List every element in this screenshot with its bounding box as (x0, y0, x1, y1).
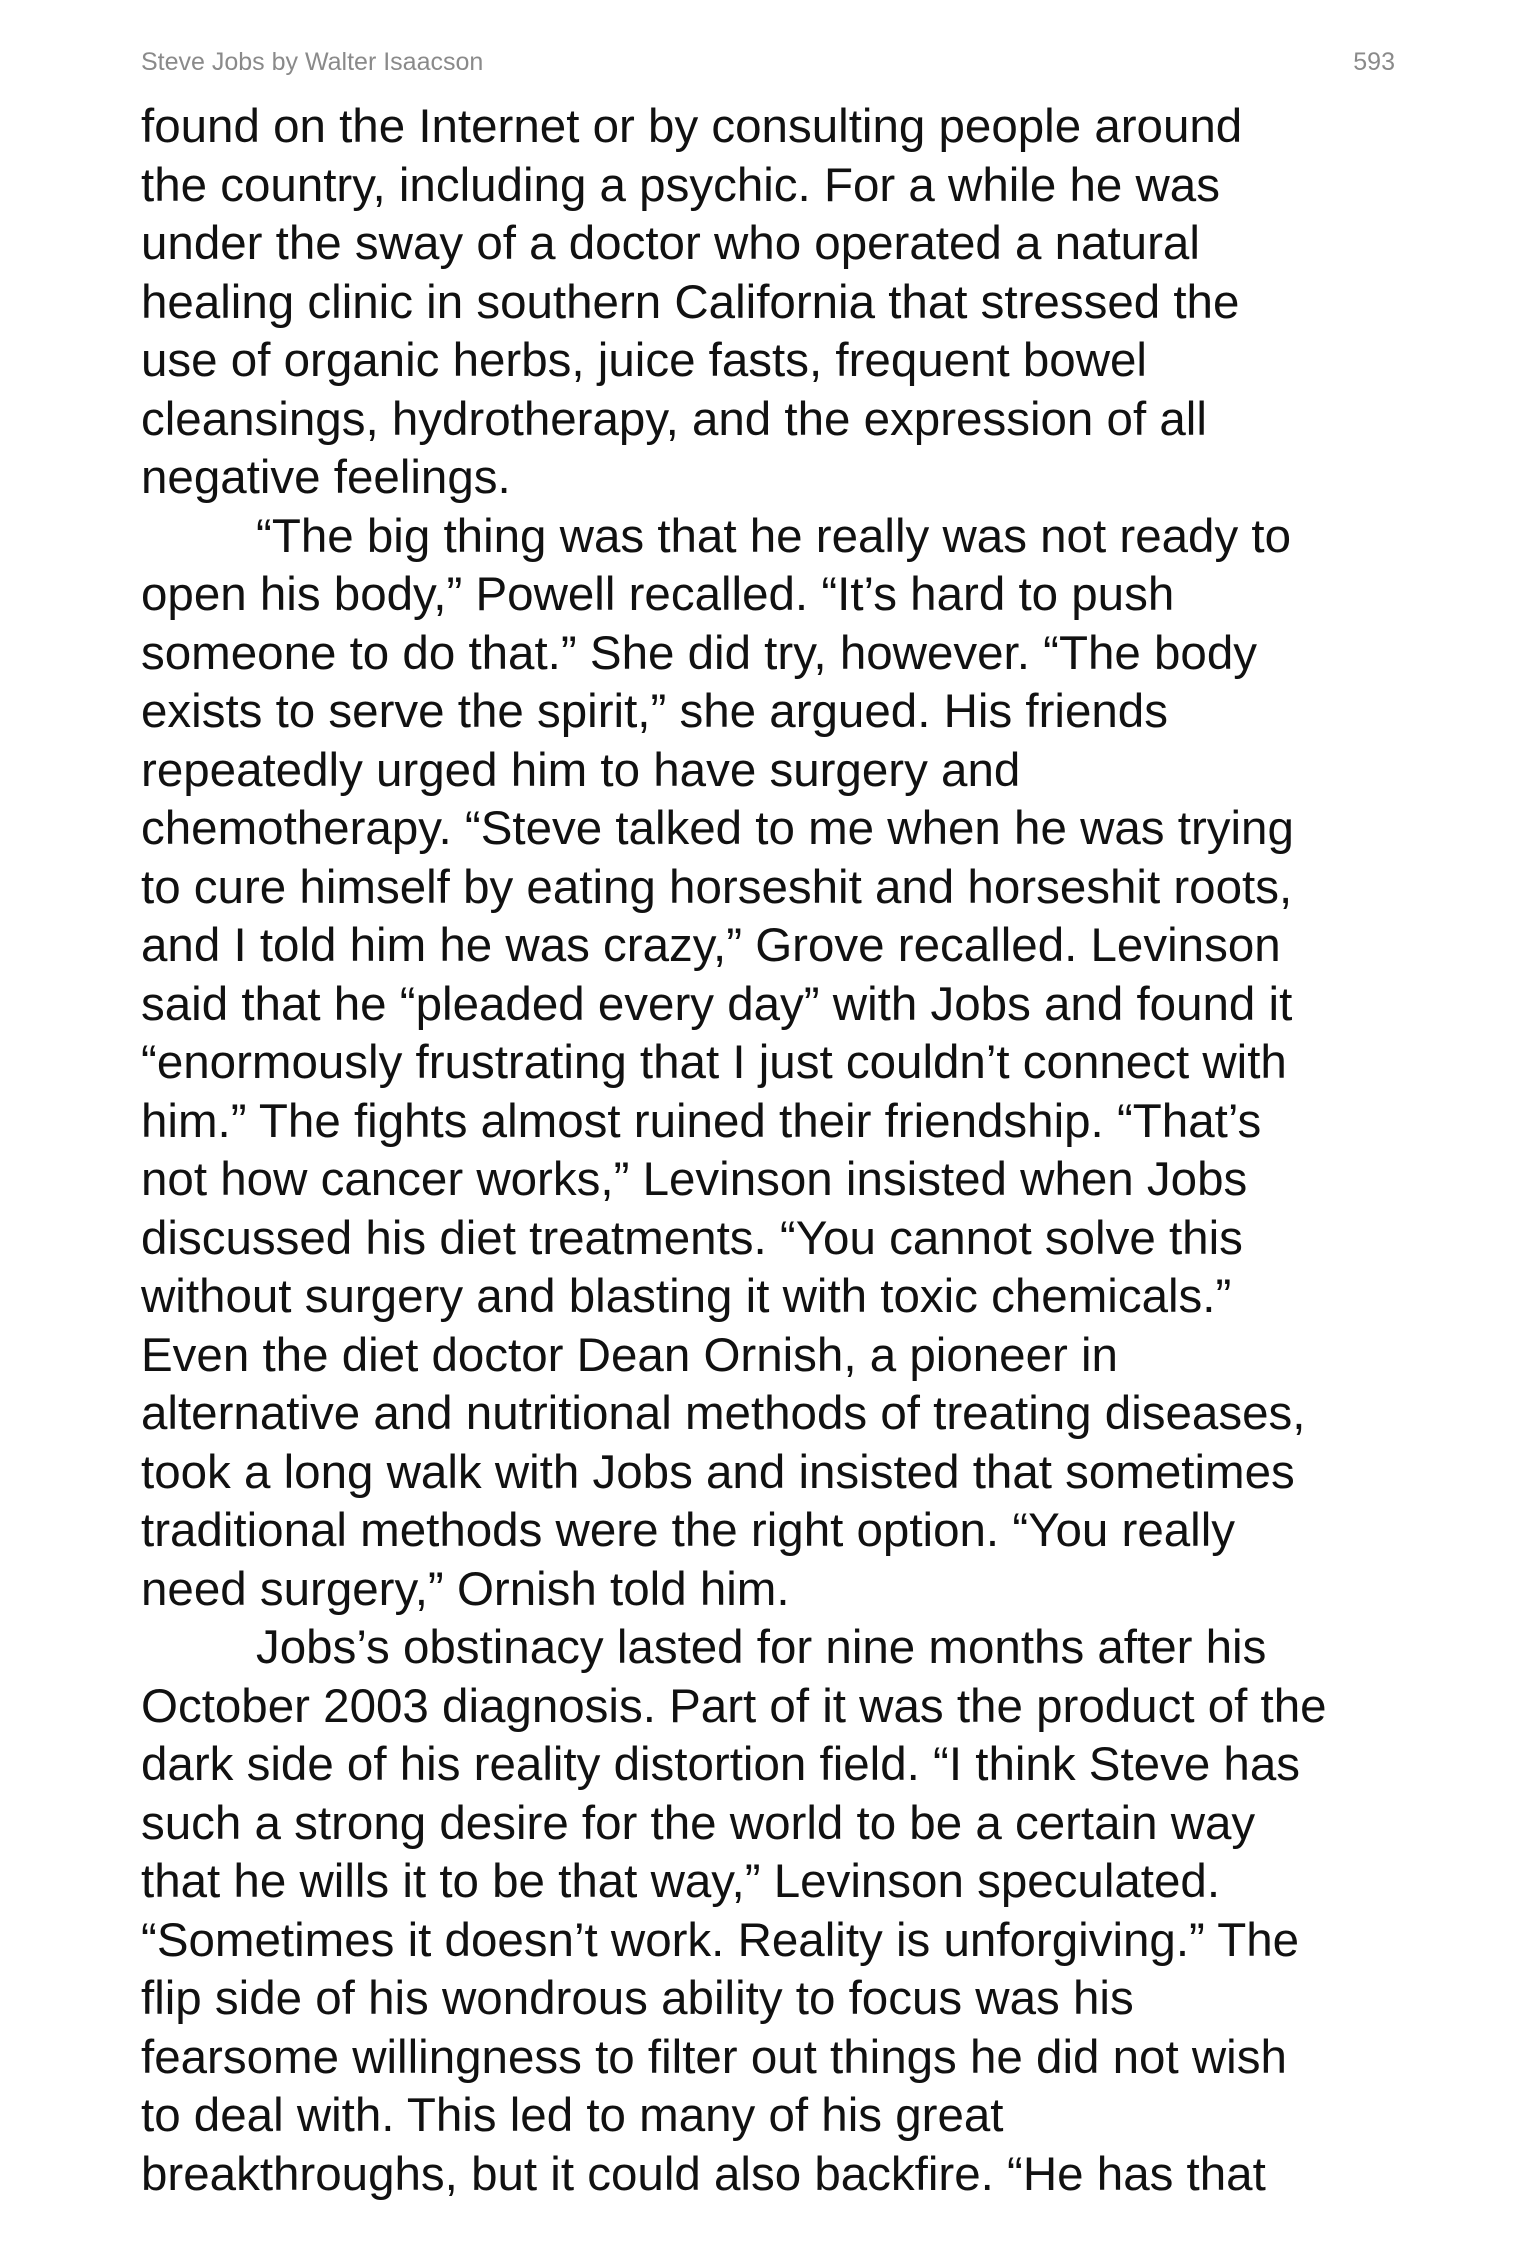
text-line: healing clinic in southern California that stressed the (141, 275, 1240, 329)
text-line: exists to serve the spirit,” she argued. His friends (141, 685, 1168, 738)
text-line: that he wills it to be that way,” Levinson speculated. (141, 1855, 1221, 1908)
text-line: such a strong desire for the world to be a certain way (141, 1796, 1256, 1850)
text-line: discussed his diet treatments. “You cannot solve this (141, 1211, 1243, 1265)
running-header (141, 48, 1395, 82)
text-line: dark side of his reality distortion field. “I think Steve has (141, 1738, 1301, 1791)
text-line: under the sway of a doctor who operated a natural (141, 217, 1200, 270)
text-line: cleansings, hydrotherapy, and the expression of all (141, 392, 1207, 446)
text-line: him.” The fights almost ruined their friendship. “That’s (141, 1094, 1262, 1148)
body-text (141, 98, 1395, 2204)
text-line: alternative and nutritional methods of treating diseases, (141, 1387, 1306, 1440)
text-line: chemotherapy. “Steve talked to me when he was trying (141, 802, 1294, 855)
text-line: to cure himself by eating horseshit and horseshit roots, (141, 860, 1293, 914)
text-line: “Sometimes it doesn’t work. Reality is unforgiving.” The (141, 1913, 1300, 1967)
text-line: need surgery,” Ornish told him. (141, 1562, 790, 1616)
text-line: fearsome willingness to filter out things he did not wish (141, 2030, 1287, 2084)
text-line: flip side of his wondrous ability to focus was his (141, 1972, 1134, 2025)
book-title: Steve Jobs by Walter Isaacson (141, 48, 484, 76)
text-line: negative feelings. (141, 451, 511, 504)
text-line: found on the Internet or by consulting people around (141, 100, 1243, 153)
text-line: October 2003 diagnosis. Part of it was the product of the (141, 1679, 1327, 1733)
text-line: Jobs’s obstinacy lasted for nine months after his (256, 1621, 1267, 1674)
text-line: the country, including a psychic. For a while he was (141, 158, 1220, 212)
page-number: 593 (1353, 48, 1395, 76)
text-line: open his body,” Powell recalled. “It’s hard to push (141, 568, 1175, 621)
text-line: to deal with. This led to many of his great (141, 2089, 1004, 2142)
text-line: traditional methods were the right option. “You really (141, 1504, 1236, 1557)
text-line: someone to do that.” She did try, however. “The body (141, 626, 1257, 680)
text-line: breakthroughs, but it could also backfire. “He has that (141, 2147, 1266, 2201)
text-line: “enormously frustrating that I just couldn’t connect with (141, 1036, 1287, 1089)
text-line: took a long walk with Jobs and insisted that sometimes (141, 1445, 1295, 1499)
text-line: not how cancer works,” Levinson insisted when Jobs (141, 1153, 1248, 1206)
text-line: repeatedly urged him to have surgery and (141, 743, 1021, 797)
text-line: use of organic herbs, juice fasts, frequent bowel (141, 334, 1147, 387)
text-line: “The big thing was that he really was not ready to (256, 509, 1292, 563)
text-line: said that he “pleaded every day” with Jobs and found it (141, 977, 1293, 1031)
text-line: Even the diet doctor Dean Ornish, a pioneer in (141, 1328, 1118, 1382)
text-line: and I told him he was crazy,” Grove recalled. Levinson (141, 919, 1281, 972)
text-line: without surgery and blasting it with toxic chemicals.” (141, 1270, 1232, 1323)
